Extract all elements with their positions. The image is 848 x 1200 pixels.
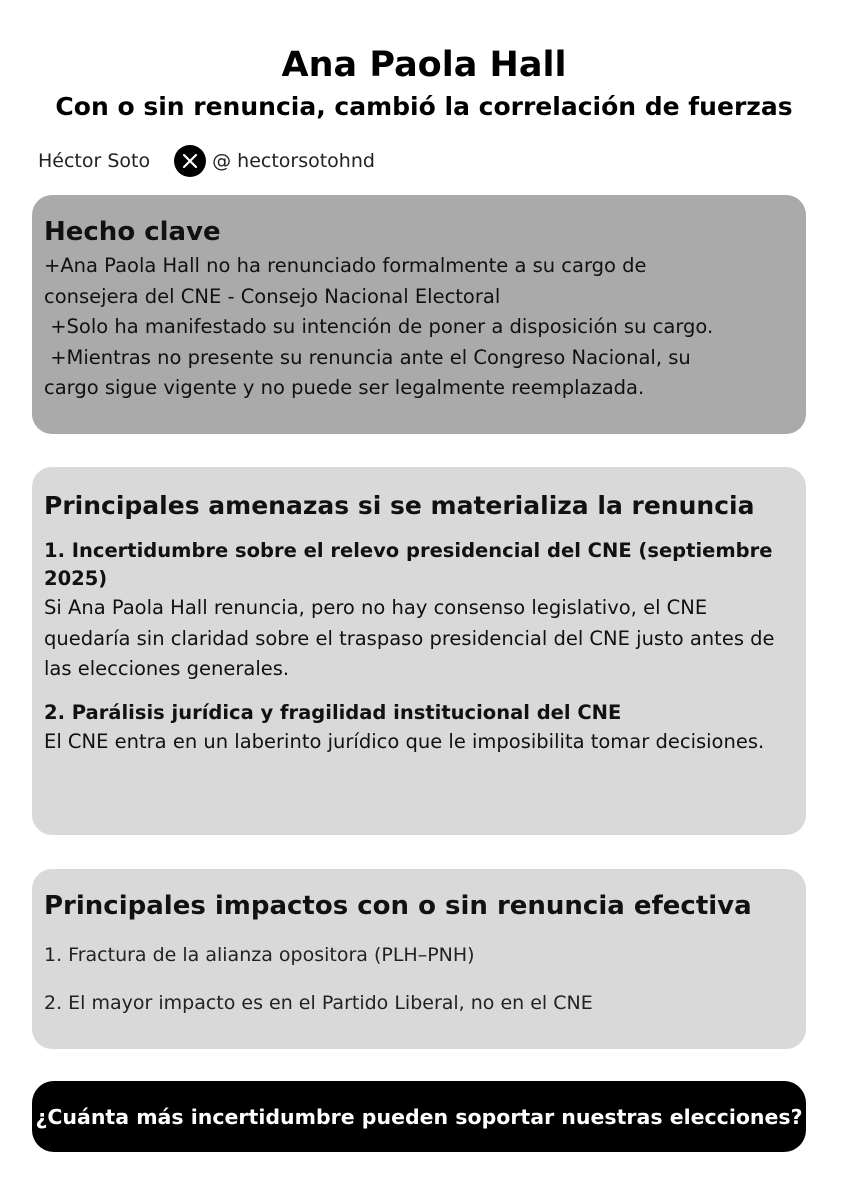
amenazas-title: Principales amenazas si se materializa la renuncia [44, 491, 755, 520]
closing-question-banner: ¿Cuánta más incertidumbre pueden soportar nuestras elecciones? [32, 1081, 806, 1152]
amenaza-item-title: 2. Parálisis jurídica y fragilidad institucional del CNE [44, 700, 622, 724]
hecho-clave-line: +Mientras no presente su renuncia ante el Congreso Nacional, su [44, 345, 691, 369]
x-logo-icon [174, 145, 206, 177]
hecho-clave-line: +Solo ha manifestado su intención de poner a disposición su cargo. [44, 315, 714, 338]
amenaza-item-title: 1. Incertidumbre sobre el relevo presidencial del CNE (septiembre 2025) [44, 539, 773, 590]
author-row [38, 146, 375, 176]
hecho-clave-card [32, 195, 806, 434]
author-handle: @ hectorsotohnd [212, 150, 375, 172]
impactos-card [32, 869, 806, 1049]
hecho-clave-line: +Ana Paola Hall no ha renunciado formalmente a su cargo de [44, 254, 647, 277]
amenaza-item [44, 699, 794, 758]
author-name: Héctor Soto [38, 150, 151, 172]
hecho-clave-title: Hecho clave [44, 217, 221, 247]
hecho-clave-line: consejera del CNE - Consejo Nacional Electoral [44, 284, 501, 308]
impacto-item: 1. Fractura de la alianza opositora (PLH–PNH) [44, 944, 475, 966]
hecho-clave-body [44, 251, 794, 404]
page-subtitle: Con o sin renuncia, cambió la correlación de fuerzas [55, 92, 793, 121]
impacto-item: 2. El mayor impacto es en el Partido Liberal, no en el CNE [44, 992, 593, 1014]
page-title: Ana Paola Hall [281, 45, 567, 85]
hecho-clave-line: cargo sigue vigente y no puede ser legalmente reemplazada. [44, 376, 645, 399]
amenaza-item-body: El CNE entra en un laberinto jurídico que le imposibilita tomar decisiones. [44, 729, 765, 753]
amenazas-card [32, 467, 806, 835]
impactos-title: Principales impactos con o sin renuncia efectiva [44, 891, 752, 921]
amenaza-item [44, 537, 794, 685]
amenaza-item-body: Si Ana Paola Hall renuncia, pero no hay consenso legislativo, el CNE quedaría sin claridad sobre el traspaso presidencial del CNE justo antes de las elecciones generales. [44, 596, 775, 680]
